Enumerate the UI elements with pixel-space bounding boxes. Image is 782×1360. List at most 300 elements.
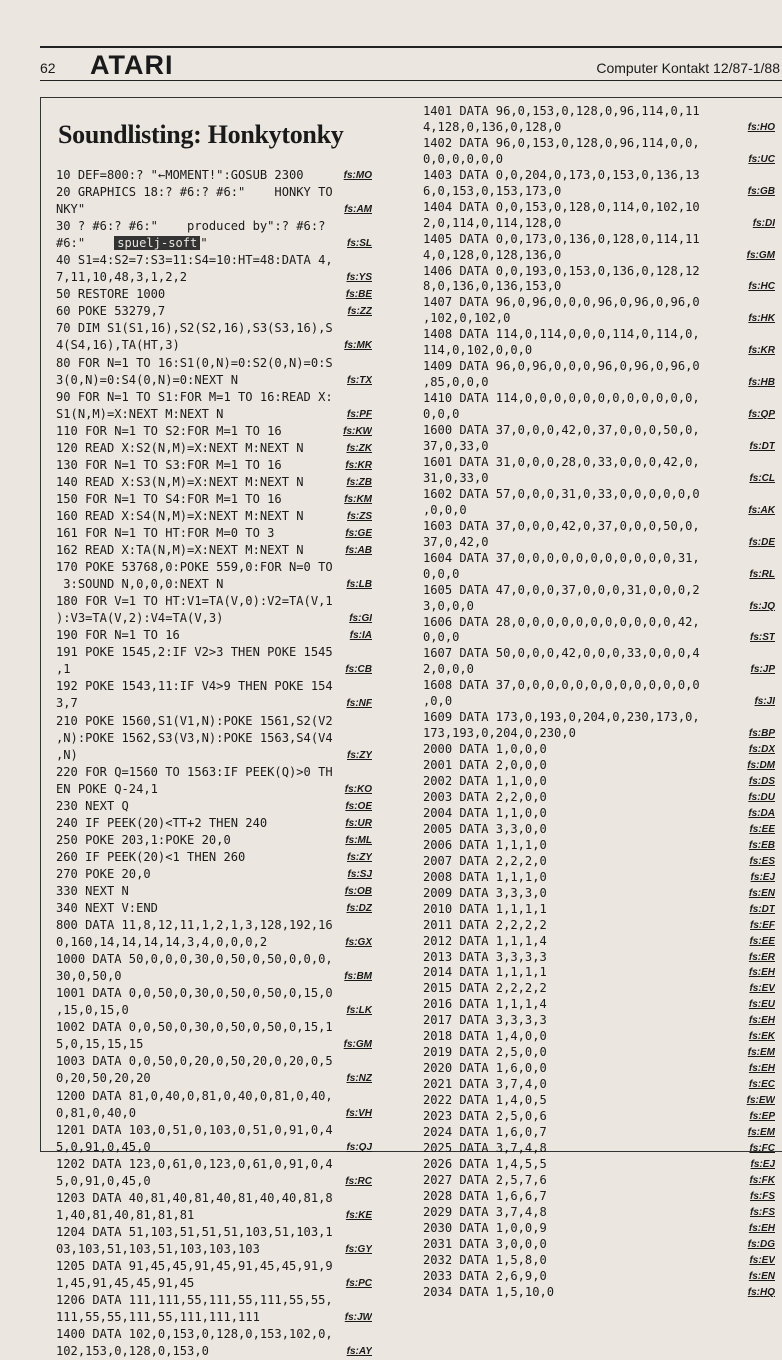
code-text: 2005 DATA 3,3,0,0 xyxy=(423,821,547,836)
checksum-label: fs:BE xyxy=(345,289,372,301)
checksum-label: fs:DZ xyxy=(346,903,372,915)
checksum-label: fs:KO xyxy=(344,783,372,795)
code-text: 31,0,33,0 xyxy=(423,470,489,485)
code-text: 2017 DATA 3,3,3,3 xyxy=(423,1013,547,1028)
code-line xyxy=(56,440,372,457)
code-text: 0,0,0 xyxy=(423,630,460,645)
checksum-label: fs:ST xyxy=(750,632,775,644)
checksum-label: fs:CL xyxy=(749,472,775,484)
code-line xyxy=(423,120,775,136)
code-line xyxy=(423,391,775,407)
code-line xyxy=(56,1207,372,1224)
code-text: 1406 DATA 0,0,193,0,153,0,136,0,128,12 xyxy=(423,263,700,278)
code-text: 2003 DATA 2,2,0,0 xyxy=(423,789,547,804)
code-line xyxy=(56,661,372,678)
code-line xyxy=(423,1221,775,1237)
code-line xyxy=(56,423,372,440)
code-text: 0,20,50,20,20 xyxy=(56,1071,151,1086)
code-text: 4(S4,16),TA(HT,3) xyxy=(56,338,180,353)
code-text: 2000 DATA 1,0,0,0 xyxy=(423,742,547,757)
code-line xyxy=(423,551,775,567)
code-text: 1410 DATA 114,0,0,0,0,0,0,0,0,0,0,0,0, xyxy=(423,391,700,406)
code-line xyxy=(423,343,775,359)
checksum-label: fs:DT xyxy=(749,903,775,915)
code-text: 1409 DATA 96,0,96,0,0,0,96,0,96,0,96,0 xyxy=(423,359,700,374)
code-text: 173,193,0,204,0,230,0 xyxy=(423,726,576,741)
code-text: 2027 DATA 2,5,7,6 xyxy=(423,1172,547,1187)
code-line xyxy=(423,136,775,152)
code-text: 192 POKE 1543,11:IF V4>9 THEN POKE 154 xyxy=(56,679,333,694)
code-text: 4,128,0,136,0,128,0 xyxy=(423,119,562,134)
checksum-label: fs:KR xyxy=(748,345,775,357)
checksum-label: fs:PC xyxy=(345,1278,372,1290)
code-text: 80 FOR N=1 TO 16:S1(0,N)=0:S2(0,N)=0:S xyxy=(56,355,333,370)
code-line xyxy=(56,968,372,985)
code-line xyxy=(423,1157,775,1173)
code-text: 2006 DATA 1,1,1,0 xyxy=(423,837,547,852)
header-top-rule xyxy=(40,46,782,48)
code-text: 1601 DATA 31,0,0,0,28,0,33,0,0,0,42,0, xyxy=(423,454,700,469)
code-text: ,N) xyxy=(56,747,78,762)
code-text: 1605 DATA 47,0,0,0,37,0,0,0,31,0,0,0,2 xyxy=(423,582,700,597)
code-line xyxy=(56,798,372,815)
code-text: 210 POKE 1560,S1(V1,N):POKE 1561,S2(V2 xyxy=(56,713,333,728)
checksum-label: fs:ML xyxy=(345,834,372,846)
code-line xyxy=(423,806,775,822)
code-text: 3,0,0,0 xyxy=(423,598,474,613)
checksum-label: fs:GY xyxy=(345,1243,372,1255)
code-line xyxy=(423,838,775,854)
listing-left-column xyxy=(56,167,372,1360)
code-text: 40 S1=4:S2=7:S3=11:S4=10:HT=48:DATA 4, xyxy=(56,253,333,268)
code-line xyxy=(56,303,372,320)
magazine-issue: Computer Kontakt 12/87-1/88 xyxy=(596,60,780,76)
checksum-label: fs:HK xyxy=(748,313,775,325)
code-text: 1202 DATA 123,0,61,0,123,0,61,0,91,0,4 xyxy=(56,1156,333,1171)
code-text: 230 NEXT Q xyxy=(56,798,129,813)
code-line xyxy=(56,252,372,269)
code-line xyxy=(56,1173,372,1190)
code-text: 2011 DATA 2,2,2,2 xyxy=(423,917,547,932)
code-text: 20 GRAPHICS 18:? #6:? #6:" HONKY TO xyxy=(56,185,333,200)
checksum-label: fs:FK xyxy=(749,1174,775,1186)
checksum-label: fs:NZ xyxy=(346,1073,372,1085)
code-line xyxy=(423,232,775,248)
checksum-label: fs:YS xyxy=(346,272,372,284)
code-line xyxy=(56,713,372,730)
code-line xyxy=(423,455,775,471)
checksum-label: fs:AK xyxy=(748,504,775,516)
code-text: 340 NEXT V:END xyxy=(56,901,158,916)
code-line xyxy=(423,439,775,455)
checksum-label: fs:EW xyxy=(746,1095,775,1107)
code-text: 240 IF PEEK(20)<TT+2 THEN 240 xyxy=(56,815,268,830)
code-line xyxy=(56,1224,372,1241)
checksum-label: fs:GI xyxy=(349,613,372,625)
code-line xyxy=(423,1173,775,1189)
checksum-label: fs:QP xyxy=(748,409,775,421)
checksum-label: fs:EH xyxy=(748,1063,775,1075)
code-text: 5,0,91,0,45,0 xyxy=(56,1173,151,1188)
code-line xyxy=(56,1019,372,1036)
code-text: ,15,0,15,0 xyxy=(56,1003,129,1018)
code-line xyxy=(423,487,775,503)
code-line xyxy=(423,1125,775,1141)
code-text: ,102,0,102,0 xyxy=(423,311,511,326)
code-text: 03,103,51,103,51,103,103,103 xyxy=(56,1241,260,1256)
code-text: 102,153,0,128,0,153,0 xyxy=(56,1344,209,1359)
checksum-label: fs:EV xyxy=(749,1254,775,1266)
code-line xyxy=(423,599,775,615)
code-line xyxy=(56,355,372,372)
code-line xyxy=(56,286,372,303)
code-text: 1405 DATA 0,0,173,0,136,0,128,0,114,11 xyxy=(423,231,700,246)
code-line xyxy=(56,1326,372,1343)
checksum-label: fs:BP xyxy=(748,728,775,740)
code-text: 2034 DATA 1,5,10,0 xyxy=(423,1284,555,1299)
code-text: 120 READ X:S2(N,M)=X:NEXT M:NEXT N xyxy=(56,440,304,455)
code-line xyxy=(423,567,775,583)
code-text: 1401 DATA 96,0,153,0,128,0,96,114,0,11 xyxy=(423,104,700,118)
code-line xyxy=(423,790,775,806)
checksum-label: fs:EH xyxy=(748,1222,775,1234)
code-line xyxy=(56,1190,372,1207)
checksum-label: fs:EJ xyxy=(750,871,775,883)
code-text: 330 NEXT N xyxy=(56,883,129,898)
code-text: 1402 DATA 96,0,153,0,128,0,96,114,0,0, xyxy=(423,135,700,150)
code-line xyxy=(56,1088,372,1105)
code-text: 2007 DATA 2,2,2,0 xyxy=(423,853,547,868)
code-line xyxy=(56,337,372,354)
checksum-label: fs:UC xyxy=(748,153,775,165)
code-text: 1404 DATA 0,0,153,0,128,0,114,0,102,10 xyxy=(423,199,700,214)
code-line xyxy=(423,184,775,200)
code-line xyxy=(56,627,372,644)
code-line xyxy=(423,1253,775,1269)
code-text: 10 DEF=800:? "←MOMENT!":GOSUB 2300 xyxy=(56,168,304,182)
checksum-label: fs:PF xyxy=(347,408,372,420)
code-line xyxy=(56,781,372,798)
checksum-label: fs:NF xyxy=(346,698,372,710)
code-line xyxy=(423,678,775,694)
code-line xyxy=(56,1053,372,1070)
code-line xyxy=(423,646,775,662)
checksum-label: fs:OE xyxy=(345,800,372,812)
checksum-label: fs:LK xyxy=(346,1005,372,1017)
code-text: 50 RESTORE 1000 xyxy=(56,287,166,302)
code-text: 1,45,91,45,45,91,45 xyxy=(56,1276,195,1291)
code-text: 1400 DATA 102,0,153,0,128,0,153,102,0, xyxy=(56,1327,333,1342)
code-text: 2021 DATA 3,7,4,0 xyxy=(423,1077,547,1092)
code-line xyxy=(423,407,775,423)
code-line xyxy=(423,726,775,742)
code-text: 2,0,0,0 xyxy=(423,662,474,677)
code-line xyxy=(56,542,372,559)
code-text: 7,11,10,48,3,1,2,2 xyxy=(56,270,188,285)
code-line xyxy=(56,1070,372,1087)
code-line xyxy=(423,997,775,1013)
checksum-label: fs:EH xyxy=(748,967,775,979)
checksum-label: fs:RL xyxy=(749,568,775,580)
code-text: 170 POKE 53768,0:POKE 559,0:FOR N=0 TO xyxy=(56,560,333,575)
code-text: 4,0,128,0,128,136,0 xyxy=(423,247,562,262)
code-line xyxy=(56,1036,372,1053)
code-text: 2012 DATA 1,1,1,4 xyxy=(423,933,547,948)
code-line xyxy=(56,883,372,900)
code-line xyxy=(423,1189,775,1205)
checksum-label: fs:QJ xyxy=(346,1141,372,1153)
checksum-label: fs:MK xyxy=(344,340,372,352)
code-line xyxy=(423,1077,775,1093)
code-text: 0,0,0 xyxy=(423,407,460,422)
code-text: 1003 DATA 0,0,50,0,20,0,50,20,0,20,0,5 xyxy=(56,1054,333,1069)
code-line xyxy=(56,951,372,968)
code-text: 37,0,42,0 xyxy=(423,534,489,549)
code-text: 0,0,0,0,0,0 xyxy=(423,151,504,166)
code-line xyxy=(423,870,775,886)
code-text: 3(0,N)=0:S4(0,N)=0:NEXT N xyxy=(56,372,239,387)
code-text: 1002 DATA 0,0,50,0,30,0,50,0,50,0,15,1 xyxy=(56,1020,333,1035)
inverse-text: spuelj-soft xyxy=(114,236,200,250)
code-text: 190 FOR N=1 TO 16 xyxy=(56,628,180,643)
code-line xyxy=(423,359,775,375)
checksum-label: fs:JQ xyxy=(749,600,775,612)
code-line xyxy=(56,1275,372,1292)
checksum-label: fs:KR xyxy=(345,459,372,471)
code-line xyxy=(56,406,372,423)
code-text: 2022 DATA 1,4,0,5 xyxy=(423,1093,547,1108)
code-text: 110 FOR N=1 TO S2:FOR M=1 TO 16 xyxy=(56,423,282,438)
code-text: 2009 DATA 3,3,3,0 xyxy=(423,885,547,900)
code-text-tail: " xyxy=(200,236,208,251)
code-text: ,1 xyxy=(56,662,71,677)
checksum-label: fs:DE xyxy=(748,536,775,548)
code-line xyxy=(56,593,372,610)
code-text: ,85,0,0,0 xyxy=(423,375,489,390)
checksum-label: fs:GM xyxy=(746,249,775,261)
checksum-label: fs:JI xyxy=(754,696,775,708)
code-text: ):V3=TA(V,2):V4=TA(V,3) xyxy=(56,611,224,626)
code-text: 2023 DATA 2,5,0,6 xyxy=(423,1109,547,1124)
checksum-label: fs:ZS xyxy=(347,510,372,522)
header-bottom-rule xyxy=(40,80,782,81)
code-line xyxy=(56,917,372,934)
code-text: 1201 DATA 103,0,51,0,103,0,51,0,91,0,4 xyxy=(56,1122,333,1137)
code-text: 1606 DATA 28,0,0,0,0,0,0,0,0,0,0,0,42, xyxy=(423,614,700,629)
code-line xyxy=(423,264,775,280)
code-line xyxy=(423,519,775,535)
checksum-label: fs:DT xyxy=(749,441,775,453)
code-text: 1205 DATA 91,45,45,91,45,91,45,45,91,9 xyxy=(56,1259,333,1273)
code-text: 3,7 xyxy=(56,696,78,711)
code-line xyxy=(56,559,372,576)
code-text: 37,0,33,0 xyxy=(423,439,489,454)
checksum-label: fs:FS xyxy=(750,1206,775,1218)
checksum-label: fs:HB xyxy=(748,377,775,389)
code-line xyxy=(423,503,775,519)
code-text: 2032 DATA 1,5,8,0 xyxy=(423,1252,547,1267)
code-text: ,0,0 xyxy=(423,694,453,709)
checksum-label: fs:DM xyxy=(747,760,775,772)
code-line xyxy=(423,822,775,838)
code-text: 250 POKE 203,1:POKE 20,0 xyxy=(56,832,231,847)
code-text: 114,0,102,0,0,0 xyxy=(423,343,533,358)
code-line xyxy=(56,372,372,389)
code-line xyxy=(423,1013,775,1029)
checksum-label: fs:EE xyxy=(749,823,775,835)
code-line xyxy=(56,730,372,747)
checksum-label: fs:EF xyxy=(750,919,775,931)
checksum-label: fs:ZZ xyxy=(347,306,372,318)
code-line xyxy=(56,269,372,286)
code-text: 270 POKE 20,0 xyxy=(56,866,151,881)
code-line xyxy=(423,758,775,774)
code-text: 0,81,0,40,0 xyxy=(56,1105,137,1120)
code-text: 8,0,136,0,136,153,0 xyxy=(423,279,562,294)
code-text: 1609 DATA 173,0,193,0,204,0,230,173,0, xyxy=(423,710,700,725)
code-text: ,0,0,0 xyxy=(423,502,467,517)
code-text: 1200 DATA 81,0,40,0,81,0,40,0,81,0,40, xyxy=(56,1088,333,1103)
code-line xyxy=(423,981,775,997)
checksum-label: fs:KM xyxy=(344,493,372,505)
code-text: 2031 DATA 3,0,0,0 xyxy=(423,1236,547,1251)
code-line xyxy=(56,1292,372,1309)
checksum-label: fs:DI xyxy=(752,217,775,229)
code-text: 2029 DATA 3,7,4,8 xyxy=(423,1204,547,1219)
code-text: 5,0,15,15,15 xyxy=(56,1037,144,1052)
code-line xyxy=(56,201,372,218)
code-line xyxy=(56,849,372,866)
code-line xyxy=(423,630,775,646)
code-text: 60 POKE 53279,7 xyxy=(56,304,166,319)
checksum-label: fs:ZY xyxy=(347,749,372,761)
code-text: 2,0,114,0,114,128,0 xyxy=(423,215,562,230)
code-line xyxy=(56,747,372,764)
code-line xyxy=(423,710,775,726)
code-line xyxy=(423,423,775,439)
checksum-label: fs:DA xyxy=(748,807,775,819)
code-text: 2010 DATA 1,1,1,1 xyxy=(423,901,547,916)
code-text: 2033 DATA 2,6,9,0 xyxy=(423,1268,547,1283)
code-text: 1206 DATA 111,111,55,111,55,111,55,55, xyxy=(56,1293,333,1308)
code-text: 1203 DATA 40,81,40,81,40,81,40,40,81,8 xyxy=(56,1190,333,1205)
code-line xyxy=(56,1258,372,1275)
code-text: 800 DATA 11,8,12,11,1,2,1,3,128,192,16 xyxy=(56,918,333,933)
code-text: 111,55,55,111,55,111,111,111 xyxy=(56,1310,260,1325)
code-text: 160 READ X:S4(N,M)=X:NEXT M:NEXT N xyxy=(56,508,304,523)
code-line xyxy=(423,1269,775,1285)
code-line xyxy=(56,1105,372,1122)
code-text: 161 FOR N=1 TO HT:FOR M=0 TO 3 xyxy=(56,525,275,540)
code-text: 1000 DATA 50,0,0,0,30,0,50,0,50,0,0,0, xyxy=(56,952,333,967)
checksum-label: fs:JW xyxy=(344,1312,372,1324)
section-logo: ATARI xyxy=(90,50,174,80)
code-line xyxy=(423,1141,775,1157)
checksum-label: fs:JP xyxy=(750,664,775,676)
code-line xyxy=(423,1029,775,1045)
code-line xyxy=(56,184,372,201)
checksum-label: fs:DS xyxy=(748,776,775,788)
code-text: NKY" xyxy=(56,202,86,217)
checksum-label: fs:EM xyxy=(747,1047,775,1059)
code-line xyxy=(423,471,775,487)
code-line xyxy=(56,508,372,525)
code-line xyxy=(56,985,372,1002)
code-text: 2008 DATA 1,1,1,0 xyxy=(423,869,547,884)
code-line xyxy=(423,950,775,966)
code-line xyxy=(56,457,372,474)
code-text: 1407 DATA 96,0,96,0,0,0,96,0,96,0,96,0 xyxy=(423,295,700,310)
code-line xyxy=(56,235,372,252)
code-line xyxy=(56,525,372,542)
code-line xyxy=(423,535,775,551)
code-text: 2019 DATA 2,5,0,0 xyxy=(423,1045,547,1060)
code-text: 140 READ X:S3(N,M)=X:NEXT M:NEXT N xyxy=(56,474,304,489)
code-text: 150 FOR N=1 TO S4:FOR M=1 TO 16 xyxy=(56,491,282,506)
checksum-label: fs:DU xyxy=(748,791,775,803)
code-line xyxy=(56,832,372,849)
code-text: 0,0,0 xyxy=(423,566,460,581)
code-text: 2026 DATA 1,4,5,5 xyxy=(423,1156,547,1171)
checksum-label: fs:AB xyxy=(345,545,372,557)
code-line xyxy=(423,1205,775,1221)
checksum-label: fs:KW xyxy=(343,425,372,437)
code-line xyxy=(423,886,775,902)
code-line xyxy=(423,152,775,168)
checksum-label: fs:ZK xyxy=(346,442,372,454)
checksum-label: fs:EU xyxy=(748,999,775,1011)
code-text: 2013 DATA 3,3,3,3 xyxy=(423,949,547,964)
code-line xyxy=(423,168,775,184)
checksum-label: fs:GE xyxy=(345,527,372,539)
code-line xyxy=(56,1122,372,1139)
code-line xyxy=(56,610,372,627)
code-text: 1,40,81,40,81,81,81 xyxy=(56,1207,195,1222)
code-line xyxy=(423,311,775,327)
code-line xyxy=(423,295,775,311)
checksum-label: fs:LB xyxy=(346,579,372,591)
checksum-label: fs:EJ xyxy=(750,1158,775,1170)
code-text: 90 FOR N=1 TO S1:FOR M=1 TO 16:READ X: xyxy=(56,389,333,404)
code-line xyxy=(423,1045,775,1061)
code-line xyxy=(423,1093,775,1109)
checksum-label: fs:VH xyxy=(345,1107,372,1119)
code-text: 2001 DATA 2,0,0,0 xyxy=(423,758,547,773)
code-line xyxy=(56,1309,372,1326)
checksum-label: fs:DX xyxy=(748,744,775,756)
code-line xyxy=(423,1285,775,1301)
code-text: 2002 DATA 1,1,0,0 xyxy=(423,774,547,789)
checksum-label: fs:EE xyxy=(749,935,775,947)
code-text: 30,0,50,0 xyxy=(56,969,122,984)
checksum-label: fs:DG xyxy=(747,1238,775,1250)
checksum-label: fs:UR xyxy=(345,817,372,829)
code-line xyxy=(423,662,775,678)
code-text: 3:SOUND N,0,0,0:NEXT N xyxy=(56,577,224,592)
code-text: 5,0,91,0,45,0 xyxy=(56,1139,151,1154)
code-text: 2018 DATA 1,4,0,0 xyxy=(423,1029,547,1044)
code-text: 180 FOR V=1 TO HT:V1=TA(V,0):V2=TA(V,1 xyxy=(56,594,333,609)
code-line xyxy=(56,900,372,917)
code-text: S1(N,M)=X:NEXT M:NEXT N xyxy=(56,406,224,421)
code-line xyxy=(423,615,775,631)
code-text: 2024 DATA 1,6,0,7 xyxy=(423,1125,547,1139)
listing-right-column xyxy=(423,104,775,1300)
code-line xyxy=(423,279,775,295)
code-line xyxy=(56,389,372,406)
checksum-label: fs:ES xyxy=(749,855,775,867)
code-line xyxy=(423,327,775,343)
